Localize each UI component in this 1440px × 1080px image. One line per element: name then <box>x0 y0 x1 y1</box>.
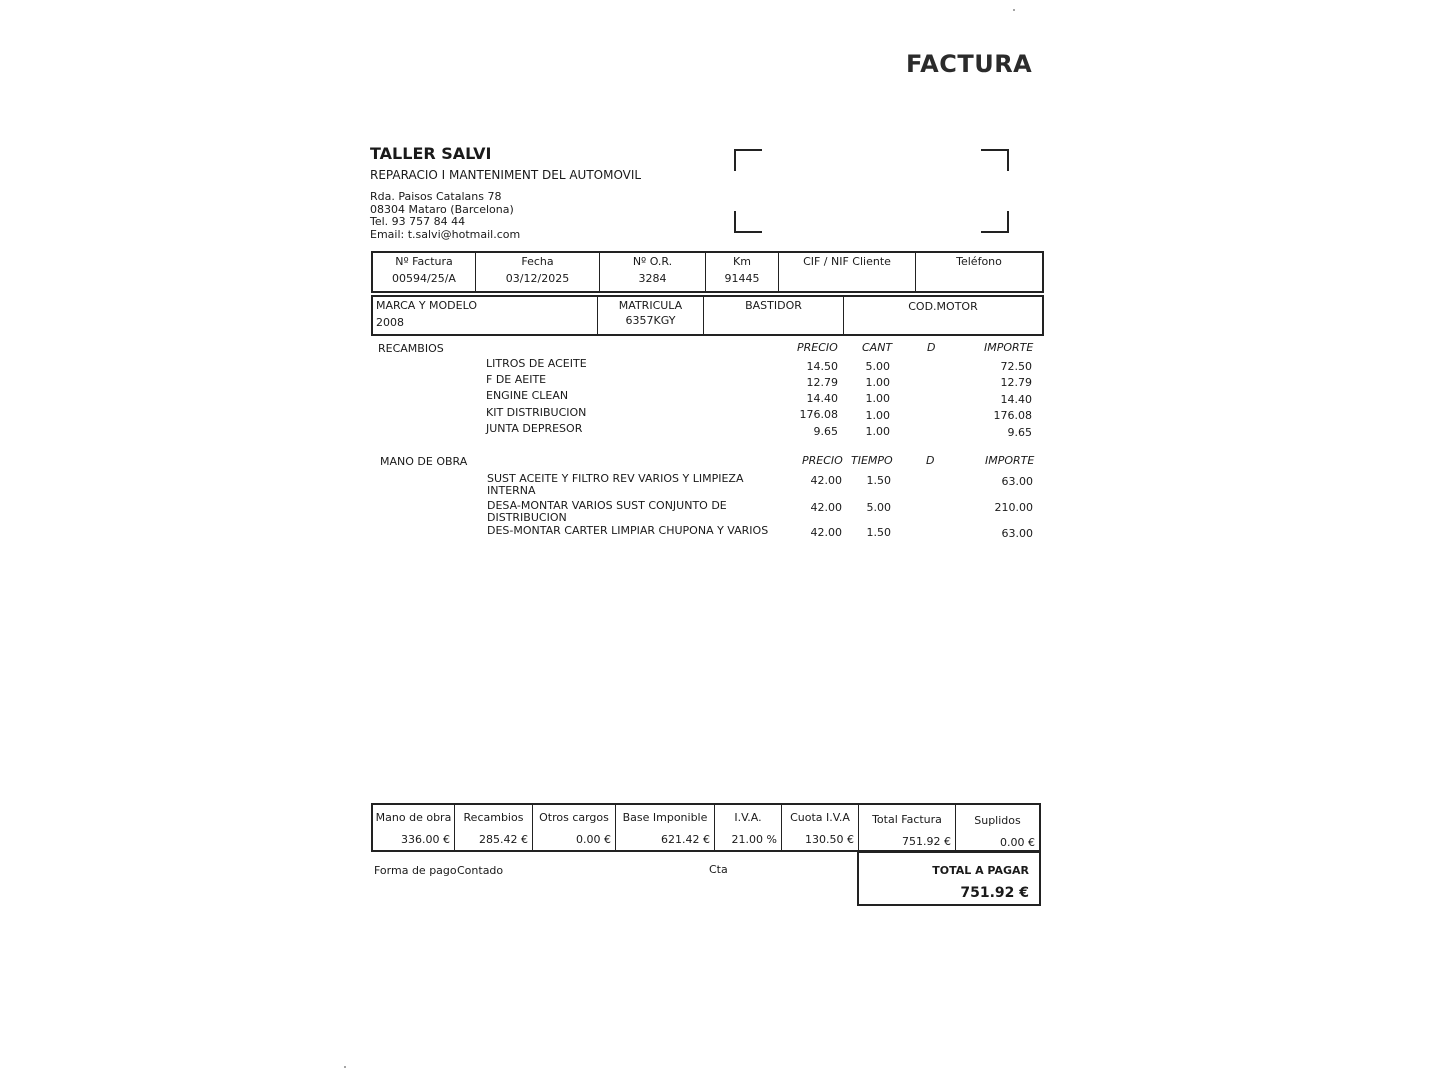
totals-supplied-cell <box>956 805 1039 850</box>
company-phone: Tel. 93 757 84 44 <box>370 215 466 228</box>
totals-vat-amount-cell <box>782 805 859 850</box>
plate-label: MATRICULA <box>618 299 683 312</box>
parts-amount: 12.79 <box>1000 376 1032 389</box>
totals-vat-amount-label: Cuota I.V.A <box>790 811 850 824</box>
client-cif-label: CIF / NIF Cliente <box>803 255 891 268</box>
totals-base-label: Base Imponible <box>622 811 708 824</box>
invoice-number-cell <box>373 253 476 291</box>
parts-qty: 1.00 <box>865 425 890 438</box>
invoice-date-label: Fecha <box>521 255 554 268</box>
parts-price: 12.79 <box>806 376 838 389</box>
scan-speck <box>1013 9 1015 11</box>
company-city: 08304 Mataro (Barcelona) <box>370 203 514 216</box>
labour-section-label: MANO DE OBRA <box>380 455 468 468</box>
totals-invoice-cell <box>859 805 956 850</box>
total-to-pay-value: 751.92 € <box>960 885 1029 901</box>
parts-amount: 72.50 <box>1000 360 1032 373</box>
labour-col-price: PRECIO <box>802 454 843 467</box>
invoice-date-value: 03/12/2025 <box>505 272 570 285</box>
totals-supplied-label: Suplidos <box>974 814 1021 827</box>
totals-supplied-value: 0.00 € <box>1000 836 1035 849</box>
totals-invoice-label: Total Factura <box>872 813 942 826</box>
totals-vat-cell <box>715 805 782 850</box>
totals-labour-value: 336.00 € <box>401 833 450 846</box>
labour-price: 42.00 <box>810 526 842 539</box>
totals-labour-cell <box>373 805 455 850</box>
company-email: Email: t.salvi@hotmail.com <box>370 228 521 241</box>
scan-speck <box>344 1066 346 1068</box>
chassis-cell <box>704 297 844 334</box>
labour-amount: 63.00 <box>1001 475 1033 488</box>
parts-amount: 9.65 <box>1007 426 1032 439</box>
invoice-header-table <box>371 251 1044 293</box>
totals-base-cell <box>616 805 715 850</box>
totals-parts-cell <box>455 805 533 850</box>
labour-col-time: TIEMPO <box>851 454 893 467</box>
labour-desc: DES-MONTAR CARTER LIMPIAR CHUPONA Y VARIOS <box>487 524 769 537</box>
address-window-corner <box>981 211 1009 233</box>
parts-desc: KIT DISTRIBUCION <box>486 406 587 419</box>
labour-time: 1.50 <box>866 526 891 539</box>
parts-col-amount: IMPORTE <box>984 341 1034 354</box>
address-window-corner <box>981 149 1009 171</box>
parts-qty: 1.00 <box>865 409 890 422</box>
account-label: Cta <box>709 863 728 876</box>
totals-parts-label: Recambios <box>463 811 524 824</box>
engine-code-cell <box>844 297 1042 334</box>
total-to-pay-box <box>857 852 1041 906</box>
km-value: 91445 <box>724 272 760 285</box>
parts-desc: JUNTA DEPRESOR <box>486 422 583 435</box>
labour-amount: 63.00 <box>1001 527 1033 540</box>
totals-other-label: Otros cargos <box>539 811 609 824</box>
parts-desc: ENGINE CLEAN <box>486 389 569 402</box>
labour-desc: SUST ACEITE Y FILTRO REV VARIOS Y LIMPIEZA INTERNA <box>487 472 744 497</box>
vehicle-model-cell <box>373 297 598 334</box>
labour-time: 1.50 <box>866 474 891 487</box>
plate-value: 6357KGY <box>625 314 676 327</box>
invoice-number-label: Nº Factura <box>395 255 453 268</box>
parts-desc: F DE AEITE <box>486 373 547 386</box>
address-window-corner <box>734 149 762 171</box>
order-number-value: 3284 <box>638 272 667 285</box>
labour-price: 42.00 <box>810 501 842 514</box>
totals-table <box>371 803 1041 852</box>
client-cif-cell <box>779 253 916 291</box>
company-name: TALLER SALVI <box>370 144 492 163</box>
parts-price: 176.08 <box>799 408 838 421</box>
labour-price: 42.00 <box>810 474 842 487</box>
parts-price: 14.40 <box>806 392 838 405</box>
client-phone-label: Teléfono <box>956 255 1002 268</box>
totals-labour-label: Mano de obra <box>375 811 452 824</box>
parts-col-qty: CANT <box>862 341 893 354</box>
page-title: FACTURA <box>906 50 1033 78</box>
km-label: Km <box>733 255 751 268</box>
parts-qty: 1.00 <box>865 392 890 405</box>
totals-vat-amount-value: 130.50 € <box>805 833 854 846</box>
totals-other-cell <box>533 805 616 850</box>
labour-col-amount: IMPORTE <box>985 454 1035 467</box>
client-phone-cell <box>916 253 1042 291</box>
company-address: Rda. Paisos Catalans 78 <box>370 190 502 203</box>
totals-vat-label: I.V.A. <box>734 811 762 824</box>
address-window-corner <box>734 211 762 233</box>
payment-method-label: Forma de pago <box>374 864 457 877</box>
labour-time: 5.00 <box>866 501 891 514</box>
plate-cell <box>598 297 704 334</box>
parts-col-price: PRECIO <box>797 341 838 354</box>
engine-code-label: COD.MOTOR <box>908 300 978 313</box>
total-to-pay-label: TOTAL A PAGAR <box>932 864 1029 877</box>
totals-base-value: 621.42 € <box>661 833 710 846</box>
labour-desc: DESA-MONTAR VARIOS SUST CONJUNTO DE DISTRIBUCION <box>487 499 727 524</box>
parts-col-discount: D <box>927 341 936 354</box>
company-subtitle: REPARACIO I MANTENIMENT DEL AUTOMOVIL <box>370 168 642 182</box>
totals-vat-value: 21.00 % <box>731 833 777 846</box>
parts-section-label: RECAMBIOS <box>378 342 444 355</box>
invoice-number-value: 00594/25/A <box>392 272 456 285</box>
invoice-date-cell <box>476 253 600 291</box>
parts-price: 9.65 <box>813 425 838 438</box>
totals-other-value: 0.00 € <box>576 833 611 846</box>
vehicle-model-value: 2008 <box>376 316 404 329</box>
parts-price: 14.50 <box>806 360 838 373</box>
labour-amount: 210.00 <box>994 501 1033 514</box>
parts-qty: 1.00 <box>865 376 890 389</box>
vehicle-model-label: MARCA Y MODELO <box>376 299 477 312</box>
chassis-label: BASTIDOR <box>745 299 802 312</box>
totals-parts-value: 285.42 € <box>479 833 528 846</box>
totals-invoice-value: 751.92 € <box>902 835 951 848</box>
km-cell <box>706 253 779 291</box>
payment-method-value: Contado <box>457 864 504 877</box>
labour-col-discount: D <box>926 454 935 467</box>
parts-qty: 5.00 <box>865 360 890 373</box>
order-number-label: Nº O.R. <box>632 255 673 268</box>
parts-desc: LITROS DE ACEITE <box>486 357 587 370</box>
parts-amount: 14.40 <box>1000 393 1032 406</box>
order-number-cell <box>600 253 706 291</box>
parts-amount: 176.08 <box>993 409 1032 422</box>
vehicle-table <box>371 295 1044 336</box>
